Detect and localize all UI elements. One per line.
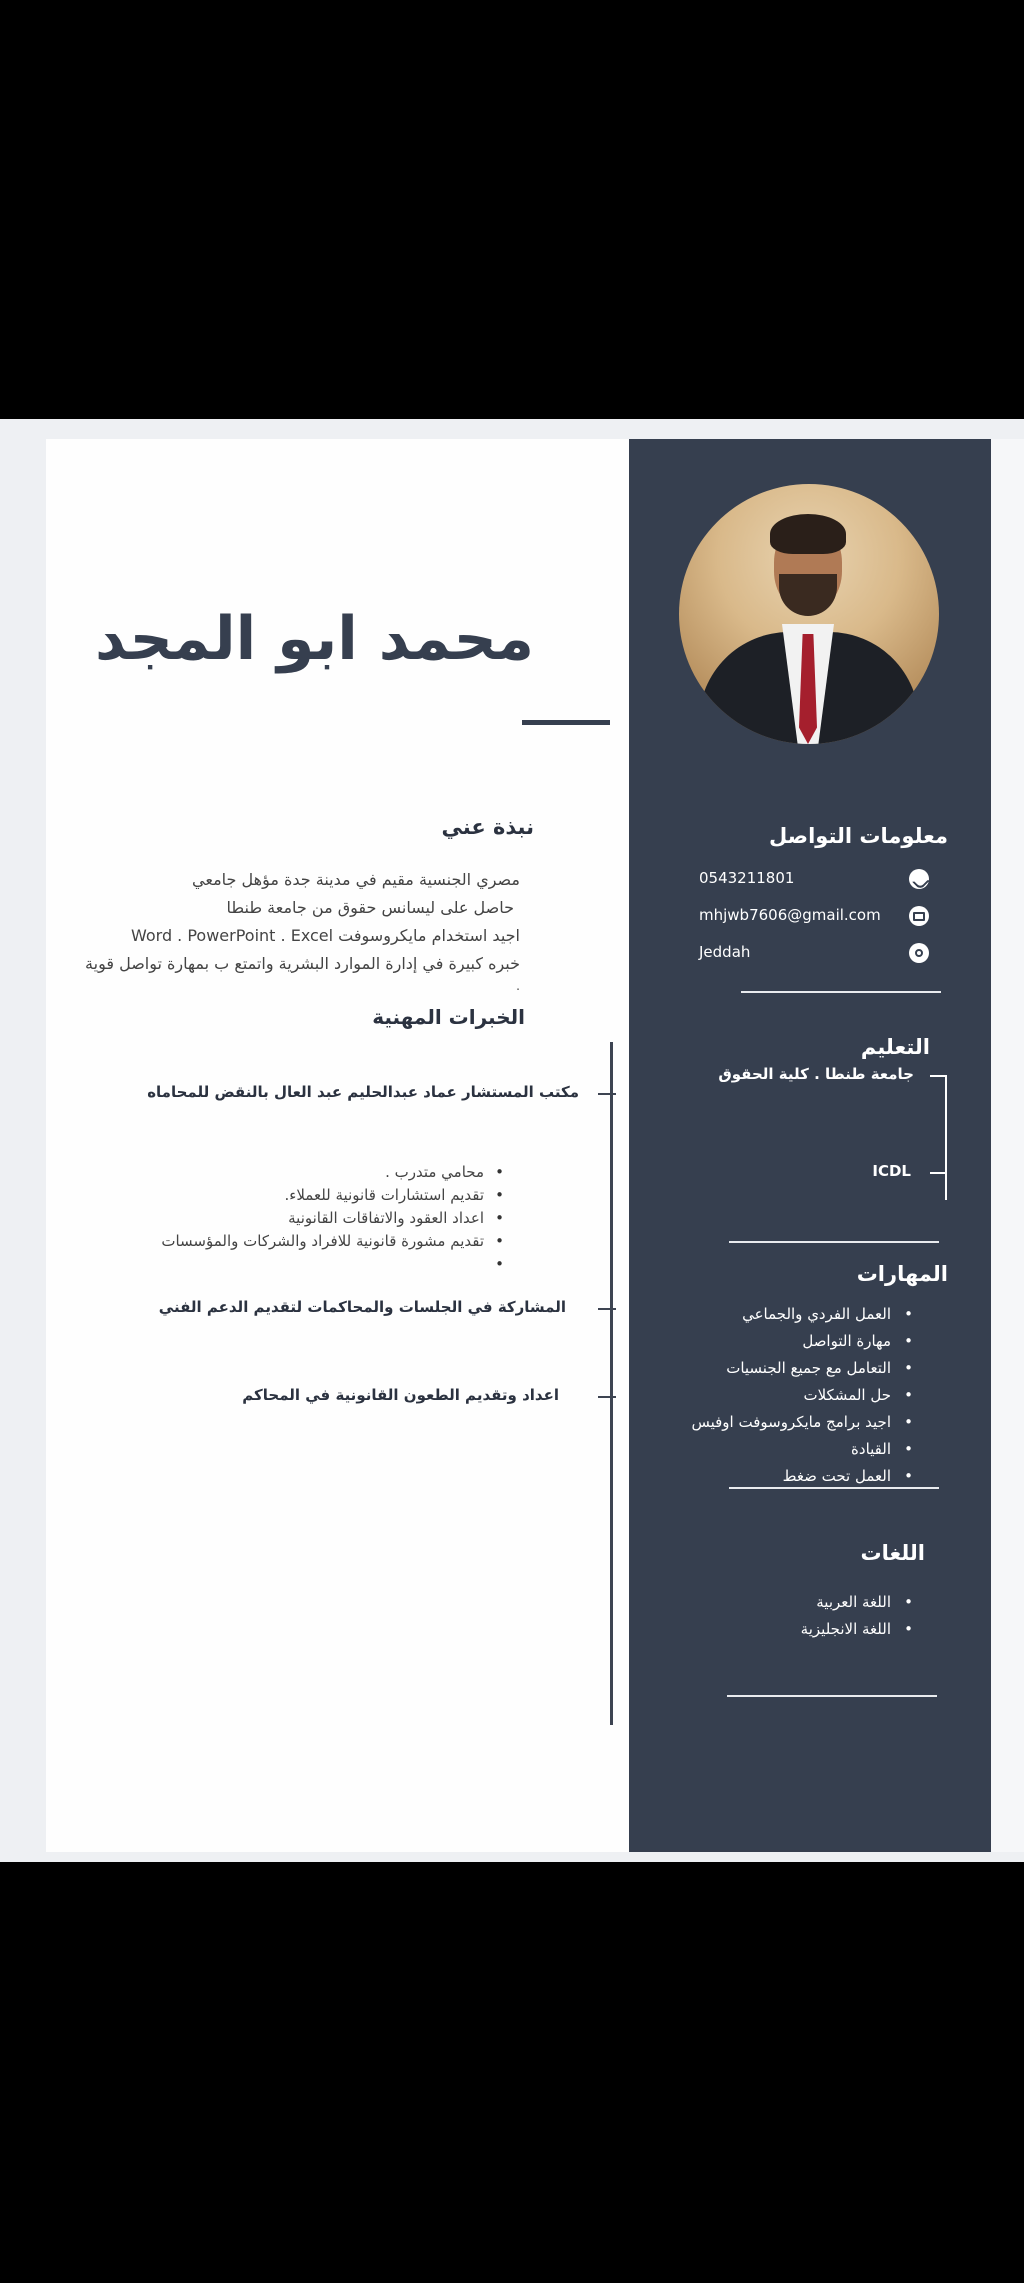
job-bullet-list: [161, 1161, 504, 1276]
skill-item: • التعامل مع جميع الجنسيات: [691, 1355, 913, 1382]
city-text: Jeddah: [699, 943, 751, 961]
education-tick: [930, 1172, 946, 1174]
name-underline: [522, 720, 610, 725]
section-divider: [729, 1487, 939, 1489]
job-bullet: • محامي متدرب .: [161, 1161, 504, 1184]
education-item: ICDL: [872, 1162, 911, 1180]
about-line: .: [516, 979, 520, 993]
skills-list: [691, 1301, 913, 1490]
job-bullet: [161, 1253, 504, 1276]
about-text: [85, 866, 520, 994]
job-bullet: • تقديم استشارات قانونية للعملاء.: [161, 1184, 504, 1207]
contact-email-row: [699, 904, 929, 928]
contact-title: معلومات التواصل: [769, 824, 948, 848]
education-item: جامعة طنطا . كلية الحقوق: [718, 1065, 914, 1083]
about-line: خبره كبيرة في إدارة الموارد البشرية واتمتع ب بمهارة تواصل قوية: [85, 954, 520, 973]
about-title: نبذة عني: [441, 815, 534, 839]
contact-phone-row: [699, 867, 929, 891]
skill-item: • العمل الفردي والجماعي: [691, 1301, 913, 1328]
phone-text: 0543211801: [699, 869, 795, 887]
job-title: مكتب المستشار عماد عبدالحليم عبد العال بالنقض للمحاماه: [147, 1083, 579, 1101]
timeline-tick: [598, 1396, 616, 1398]
full-name: محمد ابو المجد: [95, 604, 534, 674]
timeline-tick: [598, 1093, 616, 1095]
education-bracket: [945, 1075, 947, 1200]
education-tick: [930, 1075, 946, 1077]
languages-list: [801, 1589, 913, 1643]
page-edge: [991, 439, 1024, 1852]
phone-icon: [909, 869, 929, 889]
profile-photo: [679, 484, 939, 744]
resume-sidebar: [629, 439, 991, 1852]
skill-item: • حل المشكلات: [691, 1382, 913, 1409]
about-line: [85, 922, 520, 950]
job-bullet: • تقديم مشورة قانونية للافراد والشركات والمؤسسات: [161, 1230, 504, 1253]
about-line: مصري الجنسية مقيم في مدينة جدة مؤهل جامعي: [192, 870, 520, 889]
about-line-text: اجيد استخدام مايكروسوفت Word . PowerPoint . Excel: [130, 926, 520, 945]
timeline-line: [610, 1042, 613, 1725]
mail-icon: [909, 906, 929, 926]
timeline-tick: [598, 1308, 616, 1310]
language-item: • اللغة العربية: [801, 1589, 913, 1616]
job-title: اعداد وتقديم الطعون القانونية في المحاكم: [242, 1386, 559, 1404]
education-title: التعليم: [860, 1035, 930, 1059]
skill-item: • مهارة التواصل: [691, 1328, 913, 1355]
skill-item: • القيادة: [691, 1436, 913, 1463]
document-viewport: [0, 419, 1024, 1862]
email-text: mhjwb7606@gmail.com: [699, 906, 881, 924]
contact-city-row: [699, 941, 929, 965]
section-divider: [729, 1241, 939, 1243]
experience-title: الخبرات المهنية: [372, 1005, 525, 1029]
section-divider: [727, 1695, 937, 1697]
skills-title: المهارات: [856, 1262, 948, 1286]
language-item: • اللغة الانجليزية: [801, 1616, 913, 1643]
section-divider: [741, 991, 941, 993]
job-bullet: • اعداد العقود والاتفاقات القانونية: [161, 1207, 504, 1230]
skill-item: • اجيد برامج مايكروسوفت اوفيس: [691, 1409, 913, 1436]
about-line: حاصل على ليسانس حقوق من جامعة طنطا: [226, 898, 514, 917]
job-title: المشاركة في الجلسات والمحاكمات لتقديم الدعم الفني: [158, 1298, 566, 1316]
location-icon: [909, 943, 929, 963]
skill-item: • العمل تحت ضغط: [691, 1463, 913, 1490]
languages-title: اللغات: [860, 1541, 925, 1565]
